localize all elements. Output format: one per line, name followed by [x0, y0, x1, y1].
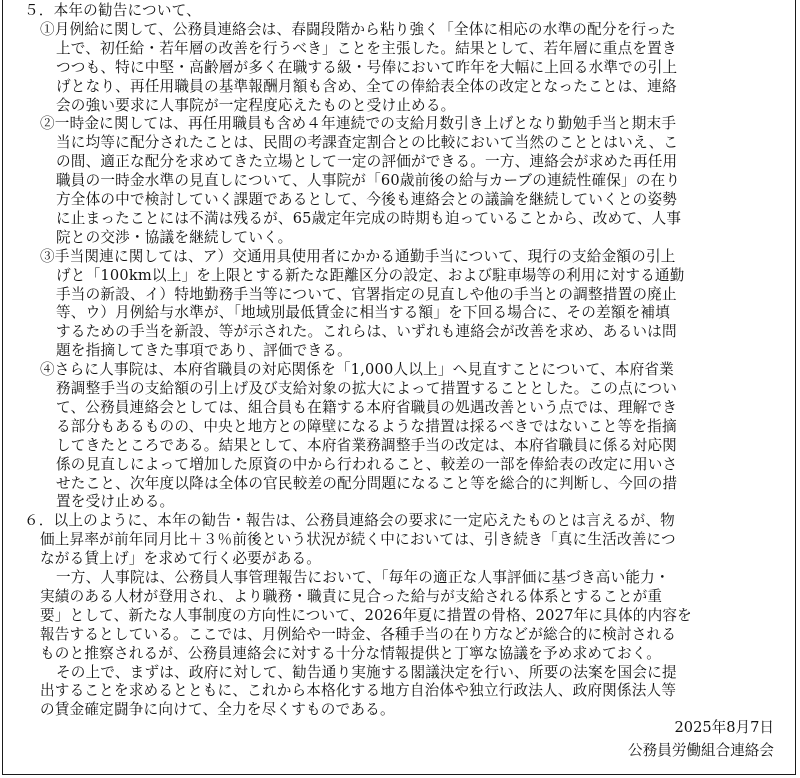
paragraph-line: せたこと、次年度以降は全体の官民較差の配分問題になること等を総合的に判断し、今回の措: [56, 474, 678, 492]
paragraph-line: 手当の新設、イ）特地勤務手当等について、官署指定の見直しや他の手当との調整措置の廃止: [56, 285, 677, 303]
paragraph-line: その上で、まずは、政府に対して、勧告通り実施する閣議決定を行い、所要の法案を国会に提: [56, 663, 677, 681]
paragraph-line: げと「100km以上」を上限とする新たな距離区分の設定、および駐車場等の利用に対する通勤: [56, 266, 685, 284]
paragraph-line: に止まったことには不満は残るが、65歳定年完成の時期も迫っていることから、改めて、人事: [56, 209, 682, 227]
paragraph-line: するための手当を新設、等が示された。これらは、いずれも連絡会が改善を求め、あるいは問: [56, 323, 677, 341]
paragraph-line: ながる賃上げ」を求めて行く必要がある。: [40, 550, 322, 568]
paragraph-line: げとなり、再任用職員の基準報酬月額も含め、全ての俸給表全体の改定となったことは、連絡: [56, 77, 677, 95]
paragraph-line: 職員の一時金水準の見直しについて、人事院が「60歳前後の給与カーブの連続性確保」の在り: [56, 172, 681, 190]
paragraph-line: 務調整手当の支給額の引上げ及び支給対象の拡大によって措置することとした。この点につい: [56, 380, 678, 397]
paragraph-line: 当に均等に配分されたことは、民間の考課査定割合との比較において当然のこととはいえ、こ: [56, 134, 679, 152]
document-date: 2025年8月7日: [674, 719, 774, 736]
paragraph-line: ものと推察されるが、公務員連絡会に対する十分な情報提供と丁寧な協議を予め求めておく。: [40, 644, 662, 662]
paragraph-line: の間、適正な配分を求めてきた立場として一定の評価ができる。一方、連絡会が求めた再任用: [56, 153, 678, 171]
paragraph-line: ②一時金に関しては、再任用職員も含め４年連続での支給月数引き上げとなり勤勉手当と期末手: [40, 115, 677, 133]
paragraph-line: の賃金確定闘争に向けて、全力を尽くすものである。: [40, 701, 395, 719]
paragraph-line: 出することを求めるとともに、これから本格化する地方自治体や独立行政法人、政府関係法人等: [40, 682, 677, 700]
paragraph-line: ①月例給に関して、公務員連絡会は、春闘段階から粘り強く「全体に相応の水準の配分を行った: [40, 20, 676, 38]
paragraph-line: つつも、特に中堅・高齢層が多く在職する級・号俸において昨年を大幅に上回る水準での引上: [56, 58, 678, 76]
paragraph-line: 一方、人事院は、公務員人事管理報告において、「毎年の適正な人事評価に基づき高い能力・: [56, 569, 670, 586]
paragraph-line: ④さらに人事院は、本府省職員の対応関係を「1,000人以上」へ見直すことについて、本府省業: [40, 361, 674, 379]
paragraph-line: 院との交渉・協議を継続していく。: [56, 228, 293, 246]
paragraph-line: 置を受け止める。: [56, 493, 175, 511]
section-5-heading: ５．本年の勧告について、: [24, 2, 201, 19]
section-6-heading: ６．以上のように、本年の勧告・報告は、公務員連絡会の要求に一定応えたものとは言えるが、物: [24, 512, 675, 530]
paragraph-line: 要」として、新たな人事制度の方向性について、2026年夏に措置の骨格、2027年に具体的内容を: [40, 606, 692, 624]
paragraph-line: 上で、初任給・若年層の改善を行うべき」ことを主張した。結果として、若年層に重点を置き: [56, 39, 677, 57]
paragraph-line: ③手当関連に関しては、ア）交通用具使用者にかかる通勤手当について、現行の支給金額の引上: [40, 247, 676, 265]
paragraph-line: 方全体の中で検討していく課題であるとして、今後も連絡会との議論を継続していくとの姿勢: [56, 191, 678, 208]
paragraph-line: 会の強い要求に人事院が一定程度応えたものと受け止める。: [56, 96, 456, 114]
paragraph-line: 価上昇率が前年同月比＋３％前後という状況が続く中においては、引き続き「真に生活改善につ: [40, 531, 676, 549]
organization-name: 公務員労働組合連絡会: [628, 742, 774, 759]
paragraph-line: 報告するとしている。ここでは、月例給や一時金、各種手当の在り方などが総合的に検討される: [40, 625, 677, 643]
paragraph-line: 等、ウ）月例給与水準が、「地域別最低賃金に相当する額」を下回る場合に、その差額を補填: [56, 304, 671, 322]
paragraph-line: 係の見直しによって増加した原資の中から行われること、較差の一部を俸給表の改定に用いさ: [56, 455, 678, 473]
paragraph-line: て、公務員連絡会としては、組合員も在籍する本府省職員の処遇改善という点では、理解でき: [56, 398, 678, 416]
paragraph-line: 題を指摘してきた事項であり、評価できる。: [56, 342, 352, 360]
paragraph-line: る部分もあるものの、中央と地方との障壁になるような措置は採るべきではないこと等を指摘: [56, 417, 677, 435]
paragraph-line: 実績のある人材が登用され、より職務・職責に見合った給与が支給される体系とすることが重: [40, 587, 663, 605]
paragraph-line: してきたところである。結果として、本府省業務調整手当の改定は、本府省職員に係る対応関: [56, 436, 677, 454]
